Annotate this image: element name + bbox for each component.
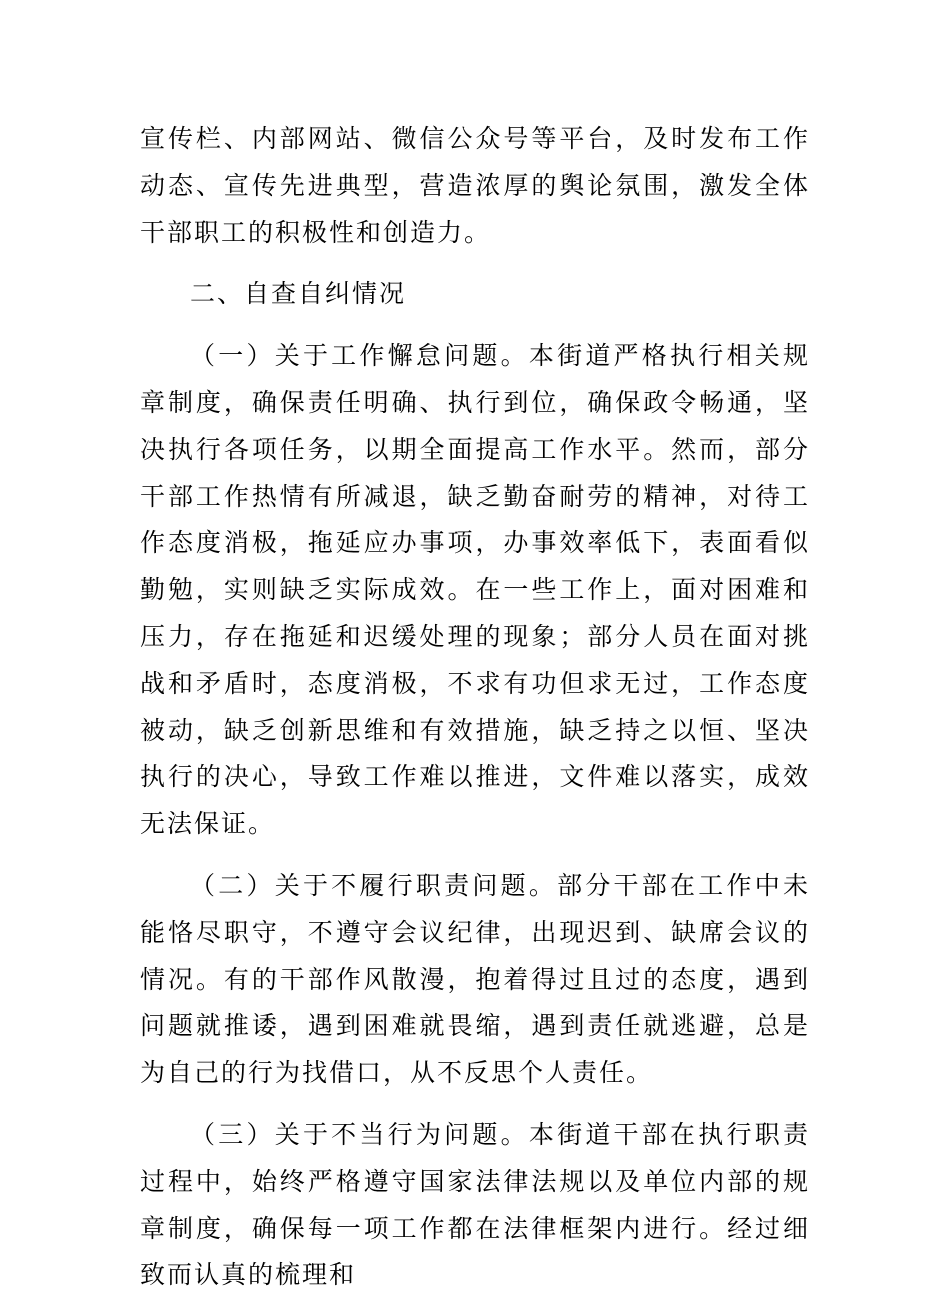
document-body bbox=[140, 116, 810, 1299]
paragraph-continuation: 宣传栏、内部网站、微信公众号等平台，及时发布工作动态、宣传先进典型，营造浓厚的舆论氛围，激发全体干部职工的积极性和创造力。 bbox=[140, 124, 810, 247]
section-heading: 二、自查自纠情况 bbox=[190, 279, 407, 309]
paragraph-work-slackness: （一）关于工作懈怠问题。本街道严格执行相关规章制度，确保责任明确、执行到位，确保政令畅通，坚决执行各项任务，以期全面提高工作水平。然而，部分干部工作热情有所减退，缺乏勤奋耐劳的精神，对待工作态度消极，拖延应办事项，办事效率低下，表面看似勤勉，实则缺乏实际成效。在一些工作上，面对困难和压力，存在拖延和迟缓处理的现象；部分人员在面对挑战和矛盾时，态度消极，不求有功但求无过，工作态度被动，缺乏创新思维和有效措施，缺乏持之以恒、坚决执行的决心，导致工作难以推进，文件难以落实，成效无法保证。 bbox=[140, 341, 810, 839]
paragraph-improper-conduct: （三）关于不当行为问题。本街道干部在执行职责过程中，始终严格遵守国家法律法规以及单位内部的规章制度，确保每一项工作都在法律框架内进行。经过细致而认真的梳理和 bbox=[140, 1119, 810, 1290]
paragraph-duty-failure: （二）关于不履行职责问题。部分干部在工作中未能恪尽职守，不遵守会议纪律，出现迟到、缺席会议的情况。有的干部作风散漫，抱着得过且过的态度，遇到问题就推诿，遇到困难就畏缩，遇到责任就逃避，总是为自己的行为找借口，从不反思个人责任。 bbox=[140, 870, 810, 1088]
